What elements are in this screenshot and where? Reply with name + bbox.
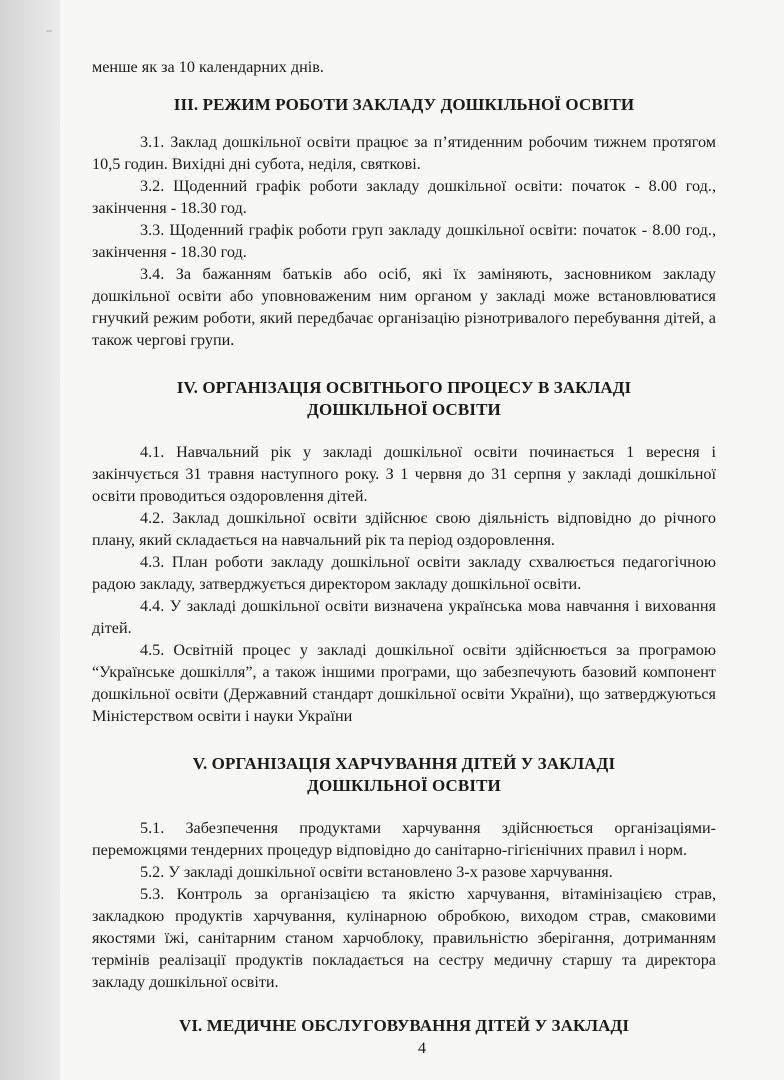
heading-line: ДОШКІЛЬНОЇ ОСВІТИ <box>307 776 501 795</box>
paragraph-5-2: 5.2. У закладі дошкільної освіти встановлено 3-х разове харчування. <box>140 863 613 881</box>
paragraph-4-5: 4.5. Освітній процес у закладі дошкільної освіти здійснюється за програмою “Українське дошкілля”, а також іншими програми, що забезпечують базовий компонент дошкільної освіти (Державний стандарт дошкільної освіти України), що затверджуються Міністерством освіти і науки України <box>92 641 716 725</box>
paragraph-4-2: 4.2. Заклад дошкільної освіти здійснює свою діяльність відповідно до річного плану, який складається на навчальний рік та період оздоровлення. <box>92 509 716 549</box>
paragraph-5-3: 5.3. Контроль за організацією та якістю харчування, вітамінізацією страв, закладкою продуктів харчування, кулінарною обробкою, виходом страв, смаковими якостями їжі, санітарним станом харчоблоку, правильністю зберігання, дотриманням термінів реалізації продуктів покладається на сестру медичну старшу та директора закладу дошкільної освіти. <box>92 885 716 991</box>
paragraph-4-1: 4.1. Навчальний рік у закладі дошкільної освіти починається 1 вересня і закінчується 31 травня наступного року. З 1 червня до 31 серпня у закладі дошкільної освіти проводиться оздоровлення дітей. <box>92 443 716 505</box>
scan-edge-shadow <box>0 0 60 1080</box>
heading-line: ІІІ. РЕЖИМ РОБОТИ ЗАКЛАДУ ДОШКІЛЬНОЇ ОСВІТИ <box>173 95 635 114</box>
section-iii-body <box>92 131 716 351</box>
page-number: 4 <box>418 1040 426 1057</box>
paragraph-3-2: 3.2. Щоденний графік роботи закладу дошкільної освіти: початок - 8.00 год., закінчення - 18.30 год. <box>92 177 716 217</box>
heading-line: IV. ОРГАНІЗАЦІЯ ОСВІТНЬОГО ПРОЦЕСУ В ЗАКЛАДІ <box>176 378 632 397</box>
section-iv-body <box>92 441 716 727</box>
paragraph-3-4: 3.4. За бажанням батьків або осіб, які їх заміняють, засновником закладу дошкільної освіти або уповноваженим ним органом у закладі може встановлюватися гнучкий режим роботи, який передбачає організацію різнотривалого перебування дітей, а також чергові групи. <box>92 265 716 349</box>
paragraph-3-1: 3.1. Заклад дошкільної освіти працює за п’ятиденним робочим тижнем протягом 10,5 годин. Вихідні дні субота, неділя, святкові. <box>92 133 716 173</box>
document-page <box>60 0 784 1080</box>
paragraph-4-3: 4.3. План роботи закладу дошкільної освіти закладу схвалюється педагогічною радою закладу, затверджується директором закладу дошкільної освіти. <box>92 553 716 593</box>
continued-text: менше як за 10 календарних днів. <box>92 58 324 76</box>
section-v-body <box>92 817 716 993</box>
page-content <box>92 56 716 1037</box>
paragraph-3-3: 3.3. Щоденний графік роботи груп закладу дошкільної освіти: початок - 8.00 год., закінчення - 18.30 год. <box>92 221 716 261</box>
heading-line: V. ОРГАНІЗАЦІЯ ХАРЧУВАННЯ ДІТЕЙ У ЗАКЛАДІ <box>192 754 616 773</box>
section-heading-vi <box>92 1015 716 1037</box>
paragraph-5-1: 5.1. Забезпечення продуктами харчування здійснюється організаціями-переможцями тендерних процедур відповідно до санітарно-гігієнічних правил і норм. <box>92 819 716 859</box>
section-heading-v <box>92 753 716 797</box>
heading-line: ДОШКІЛЬНОЇ ОСВІТИ <box>307 400 501 419</box>
scan-mark <box>46 30 52 32</box>
section-heading-iv <box>92 377 716 421</box>
section-heading-iii <box>92 94 716 116</box>
heading-line: VI. МЕДИЧНЕ ОБСЛУГОВУВАННЯ ДІТЕЙ У ЗАКЛАДІ <box>178 1016 630 1035</box>
paragraph-4-4: 4.4. У закладі дошкільної освіти визначена українська мова навчання і виховання дітей. <box>92 597 716 637</box>
